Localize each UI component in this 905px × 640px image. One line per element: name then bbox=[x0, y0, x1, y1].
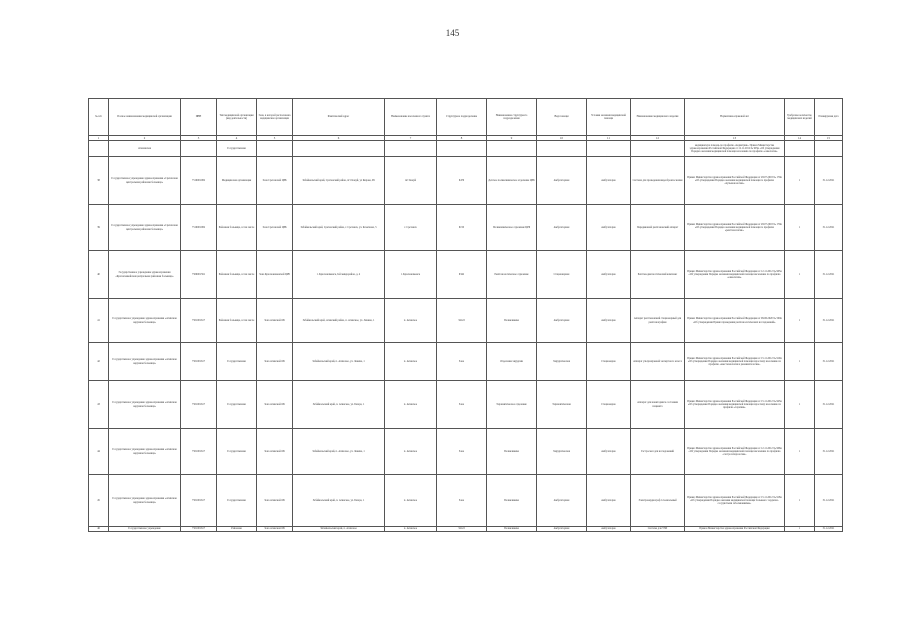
table-cell: Государственное учреждение здравоохранения «Агинская окружная больница» bbox=[109, 429, 181, 475]
table-cell: г. Сретенск bbox=[385, 205, 437, 251]
table-cell: Амбулаторно bbox=[587, 527, 631, 532]
column-number: 4 bbox=[217, 136, 257, 141]
table-cell: 38 bbox=[89, 157, 109, 205]
table-cell: Зона bbox=[437, 475, 487, 527]
table-row bbox=[89, 157, 843, 205]
table-cell: 1 bbox=[785, 157, 815, 205]
table-cell: Государственное учреждение здравоохранения «Сретенская центральная районная больница» bbox=[109, 157, 181, 205]
table-cell: Амбулаторно bbox=[587, 205, 631, 251]
table-cell: Государственное учреждение здравоохранения «Сретенская центральная районная больница» bbox=[109, 205, 181, 251]
table-row bbox=[89, 429, 843, 475]
table-cell: Терапевтическое отделение bbox=[487, 381, 537, 429]
table-header-row bbox=[89, 99, 843, 136]
column-header: Условия оказания медицинской помощи bbox=[587, 99, 631, 136]
table-cell: 1 bbox=[785, 527, 815, 532]
column-number: 5 bbox=[257, 136, 293, 141]
table-cell: 1 bbox=[785, 429, 815, 475]
table-cell: Зона Агинской ОБ bbox=[257, 475, 293, 527]
column-number: 15 bbox=[815, 136, 843, 141]
table-cell: Система для УЗИ bbox=[631, 527, 685, 532]
table-cell: Аппарат для мониторинга состояния пациента bbox=[631, 381, 685, 429]
equipment-table bbox=[88, 98, 843, 532]
table-cell: Поликлиническое отделение ЦРБ bbox=[487, 205, 537, 251]
table-cell: г. Краснокаменск, 6-й микрорайон, д. 4 bbox=[293, 251, 385, 299]
column-header: № п/п bbox=[89, 99, 109, 136]
table-cell: Забайкальский край, Агинский район, п. Агинское, ул. Ленина, 1 bbox=[293, 299, 385, 343]
table-cell: Забайкальский край, п. Агинское, ул. Базара, 1 bbox=[293, 381, 385, 429]
column-header: Нормативно-правовой акт bbox=[685, 99, 785, 136]
column-header: Наименование медицинского изделия bbox=[631, 99, 685, 136]
column-number: 14 bbox=[785, 136, 815, 141]
table-cell bbox=[785, 141, 815, 157]
table-cell: Приказ Министерства здравоохранения Российской Федерации от 15.11.2012 № 919н «Об утверждении Порядка оказания медицинской помощи взрослому населению по профилю «анестезиология и реаниматология». bbox=[685, 343, 785, 381]
table-cell: 34122 bbox=[437, 299, 487, 343]
table-cell: 1 bbox=[785, 475, 815, 527]
table-cell: 31.12.2021 bbox=[815, 343, 843, 381]
table-cell: Аппарат ультразвуковой экспертного класса bbox=[631, 343, 685, 381]
table-cell: Амбулаторно bbox=[587, 157, 631, 205]
table-cell: Государственное учреждение здравоохранения «Агинская окружная больница» bbox=[109, 475, 181, 527]
column-number: 11 bbox=[587, 136, 631, 141]
table-cell: Государственная bbox=[217, 381, 257, 429]
table-cell: 31.12.2021 bbox=[815, 527, 843, 532]
table-cell: 6342 bbox=[437, 251, 487, 299]
table-row bbox=[89, 299, 843, 343]
table-cell: Медицинская организация bbox=[217, 157, 257, 205]
column-number: 13 bbox=[685, 136, 785, 141]
table-cell: Отделение хирургии bbox=[487, 343, 537, 381]
table-cell: 7519001082 bbox=[181, 157, 217, 205]
table-cell bbox=[437, 141, 487, 157]
table-cell: 45 bbox=[89, 475, 109, 527]
table-cell: Амбулаторно bbox=[587, 299, 631, 343]
table-row bbox=[89, 527, 843, 532]
table-cell: Рентгенологическое отделение bbox=[487, 251, 537, 299]
table-cell: 7501001617 bbox=[181, 381, 217, 429]
table-cell: Забайкальский край, Сретенский район, пгт Кокуй, ул Кирова, 99 bbox=[293, 157, 385, 205]
table-cell: Зона Агинской ОБ bbox=[257, 299, 293, 343]
table-cell: Амбулаторно bbox=[587, 475, 631, 527]
table-cell: Амбулаторная bbox=[537, 475, 587, 527]
table-cell: 39 bbox=[89, 205, 109, 251]
table-cell: 31.12.2021 bbox=[815, 157, 843, 205]
table-body bbox=[89, 141, 843, 532]
table-cell: Государственная bbox=[217, 343, 257, 381]
table-cell: 1 bbox=[785, 299, 815, 343]
table-cell: 1 bbox=[785, 205, 815, 251]
column-header: Наименование населенного пункта bbox=[385, 99, 437, 136]
table-cell: Государственное учреждение bbox=[109, 527, 181, 532]
table-cell: Зона bbox=[437, 343, 487, 381]
table-cell: Зона Агинской ОБ bbox=[257, 429, 293, 475]
table-cell: 7501001617 bbox=[181, 475, 217, 527]
table-cell: 7501001617 bbox=[181, 527, 217, 532]
table-cell: Приказ Министерства здравоохранения Российской Федерации от 15.11.2012 № 918н «Об утверждении Порядка оказания медицинской помощи больным с сердечно-сосудистыми заболеваниями». bbox=[685, 475, 785, 527]
table-cell: Приказ Министерства здравоохранения Российской Федерации от 15.11.2012 № 923н «Об утверждении Порядка оказания медицинской помощи взрослому населению по профилю «терапия». bbox=[685, 381, 785, 429]
table-cell: Зона Агинской ОБ bbox=[257, 527, 293, 532]
table-cell: 42 bbox=[89, 343, 109, 381]
column-header: Полное наименование медицинской организации bbox=[109, 99, 181, 136]
table-cell: пгт Кокуй bbox=[385, 157, 437, 205]
table-cell bbox=[385, 141, 437, 157]
table-cell: 1 bbox=[785, 251, 815, 299]
table-cell: Районная больница, в том числе bbox=[217, 205, 257, 251]
table-cell bbox=[257, 141, 293, 157]
column-header: ИНН bbox=[181, 99, 217, 136]
table-cell: Передвижной рентгеновский аппарат bbox=[631, 205, 685, 251]
table-row bbox=[89, 251, 843, 299]
table-cell: Приказ Министерства здравоохранения Российской Федерации от 28.07.2018 № 179н «Об утверждении Порядка оказания медицинской помощи по профилю «пульмонология». bbox=[685, 157, 785, 205]
page-number: 145 bbox=[445, 28, 460, 38]
table-cell: Детское поликлиническое отделение ЦРБ bbox=[487, 157, 537, 205]
table-cell: Поликлиника bbox=[487, 475, 537, 527]
column-number: 1 bbox=[89, 136, 109, 141]
table-cell: Амбулаторно bbox=[587, 251, 631, 299]
table-cell: 7501001617 bbox=[181, 343, 217, 381]
table-cell: Гастроскоп для исследований bbox=[631, 429, 685, 475]
table-cell: 6150 bbox=[437, 205, 487, 251]
table-cell bbox=[293, 141, 385, 157]
table-cell: 1 bbox=[785, 381, 815, 429]
table-cell: Поликлиника bbox=[487, 429, 537, 475]
table-cell: Зона bbox=[437, 429, 487, 475]
table-cell: Приказ Министерства здравоохранения Российской Федерации bbox=[685, 527, 785, 532]
table-row bbox=[89, 141, 843, 157]
table-cell: Зона Сретенской ЦРБ bbox=[257, 205, 293, 251]
table-cell: 31.12.2021 bbox=[815, 381, 843, 429]
column-header: Тип медицинской организации (вид деятельности) bbox=[217, 99, 257, 136]
table-cell: 31.12.2021 bbox=[815, 429, 843, 475]
table-cell: 41 bbox=[89, 299, 109, 343]
table-cell: Поликлиника bbox=[487, 527, 537, 532]
table-cell: Амбулаторная bbox=[537, 157, 587, 205]
table-cell: Электрокардиограф 12-канальный bbox=[631, 475, 685, 527]
table-cell bbox=[487, 141, 537, 157]
column-number: 10 bbox=[537, 136, 587, 141]
table-cell: Районная больница, в том числе bbox=[217, 251, 257, 299]
table-cell: 6476 bbox=[437, 157, 487, 205]
table-cell: г. Краснокаменск bbox=[385, 251, 437, 299]
column-number: 3 bbox=[181, 136, 217, 141]
column-number: 6 bbox=[293, 136, 385, 141]
table-cell: медицинскую помощь по профилю «педиатрия». Приказ Министерства здравоохранения Российской Федерации от 12.11.2012 № 905н «Об утверждении Порядка оказания медицинской помощи населению по профилю «онкология». bbox=[685, 141, 785, 157]
table-cell: Стационарно bbox=[587, 381, 631, 429]
table-cell: Амбулаторная bbox=[537, 527, 587, 532]
table-cell: Забайкальский край, п. Агинское, ул. Ленина, 1 bbox=[293, 429, 385, 475]
table-cell: 34122 bbox=[437, 527, 487, 532]
table-cell: Амбулаторная bbox=[537, 299, 587, 343]
table-cell: Стационарно bbox=[587, 343, 631, 381]
table-cell bbox=[815, 141, 843, 157]
table-cell: п. Агинское bbox=[385, 527, 437, 532]
table-cell: Зона Агинской ОБ bbox=[257, 343, 293, 381]
table-cell: Забайкальский край, п. Агинское, ул. Ленина, 1 bbox=[293, 343, 385, 381]
table-cell: 31.12.2021 bbox=[815, 299, 843, 343]
column-header: Планируемая дата bbox=[815, 99, 843, 136]
table-cell: Хирургическая bbox=[537, 343, 587, 381]
column-number: 12 bbox=[631, 136, 685, 141]
table-cell: п. Агинское bbox=[385, 343, 437, 381]
table-cell: п. Агинское bbox=[385, 475, 437, 527]
column-number: 9 bbox=[487, 136, 537, 141]
table-cell: Государственная bbox=[217, 429, 257, 475]
table-row bbox=[89, 381, 843, 429]
table-cell: Зона Агинской ОБ bbox=[257, 381, 293, 429]
table-cell: Районная bbox=[217, 527, 257, 532]
table-cell: Приказ Министерства здравоохранения Российской Федерации от 09.06.2020 № 560н «Об утверждении Правил проведения рентгенологических исследований». bbox=[685, 299, 785, 343]
table-cell: Государственное учреждение здравоохранения «Агинская окружная больница» bbox=[109, 299, 181, 343]
table-cell: 7509001591 bbox=[181, 251, 217, 299]
table-cell: Приказ Министерства здравоохранения Российской Федерации от 12.11.2012 № 905н «Об утверждении Порядка оказания медицинской помощи населению по профилю «онкология». bbox=[685, 251, 785, 299]
column-header: Фактический адрес bbox=[293, 99, 385, 136]
column-header: Требуемое количество медицинских изделий bbox=[785, 99, 815, 136]
table-cell: 31.12.2021 bbox=[815, 251, 843, 299]
table-cell: Районная больница, в том числе bbox=[217, 299, 257, 343]
table-cell: 31.12.2021 bbox=[815, 475, 843, 527]
column-number: 7 bbox=[385, 136, 437, 141]
table-cell: Амбулаторная bbox=[537, 205, 587, 251]
table-cell: Государственная bbox=[217, 141, 257, 157]
table-cell: 40 bbox=[89, 251, 109, 299]
table-cell: Государственное учреждение здравоохранения «Красночикойская центральная районная больница» bbox=[109, 251, 181, 299]
table-cell: 1 bbox=[785, 343, 815, 381]
table-cell bbox=[89, 141, 109, 157]
table-cell: Государственное учреждение здравоохранения «Агинская окружная больница» bbox=[109, 343, 181, 381]
table-cell: Поликлиника bbox=[487, 299, 537, 343]
column-header: Зона, в которой расположена медицинская организация bbox=[257, 99, 293, 136]
table-cell: Государственное учреждение здравоохранения «Агинская окружная больница» bbox=[109, 381, 181, 429]
table-cell: п. Агинское bbox=[385, 429, 437, 475]
table-cell: Хирургическая bbox=[537, 429, 587, 475]
column-number: 8 bbox=[437, 136, 487, 141]
table-cell: Система для проведения видеобронхоскопии bbox=[631, 157, 685, 205]
table-cell: Государственная bbox=[217, 475, 257, 527]
column-header: Структурное подразделение bbox=[437, 99, 487, 136]
table-cell: Рентген-диагностический комплекс bbox=[631, 251, 685, 299]
table-cell: 7501001617 bbox=[181, 299, 217, 343]
table-row bbox=[89, 475, 843, 527]
table-cell: Стационарная bbox=[537, 251, 587, 299]
table-cell: Зона Сретенской ЦРБ bbox=[257, 157, 293, 205]
table-cell: Амбулаторно bbox=[587, 429, 631, 475]
table-cell: п. Агинское bbox=[385, 381, 437, 429]
table-cell: Забайкальский край, п. Агинское, ул. Базара, 1 bbox=[293, 475, 385, 527]
table-cell bbox=[537, 141, 587, 157]
table-row bbox=[89, 205, 843, 251]
column-header: Наименование структурного подразделения bbox=[487, 99, 537, 136]
table-cell: Атаманская bbox=[109, 141, 181, 157]
table-cell: Терапевтическая bbox=[537, 381, 587, 429]
table-cell: 7519001082 bbox=[181, 205, 217, 251]
table-cell: 44 bbox=[89, 429, 109, 475]
table-cell: Зона bbox=[437, 381, 487, 429]
table-cell: Забайкальский край, Сретенский район, г. Сретенск, ул. Кочеткова, 5 bbox=[293, 205, 385, 251]
table-cell: Приказ Министерства здравоохранения Российской Федерации от 12.11.2012 № 906н «Об утверждении Порядка оказания медицинской помощи населению по профилю «гастроэнтерология». bbox=[685, 429, 785, 475]
column-number: 2 bbox=[109, 136, 181, 141]
table-cell: п. Агинское bbox=[385, 299, 437, 343]
table-cell bbox=[181, 141, 217, 157]
table-cell: 43 bbox=[89, 381, 109, 429]
column-header: Вид помощи bbox=[537, 99, 587, 136]
table-row bbox=[89, 343, 843, 381]
table-cell: Зона Краснокаменской ЦРБ bbox=[257, 251, 293, 299]
table-cell: 46 bbox=[89, 527, 109, 532]
table-cell: Забайкальский край, п. Агинское bbox=[293, 527, 385, 532]
table-cell bbox=[631, 141, 685, 157]
table-cell: 31.12.2021 bbox=[815, 205, 843, 251]
table-cell: Приказ Министерства здравоохранения Российской Федерации от 28.07.2018 № 179н «Об утверждении Порядка оказания медицинской помощи по профилю «рентгенология». bbox=[685, 205, 785, 251]
table-cell: 7501001617 bbox=[181, 429, 217, 475]
table-cell: Аппарат рентгеновский стационарный для рентгенографии bbox=[631, 299, 685, 343]
table-cell bbox=[587, 141, 631, 157]
